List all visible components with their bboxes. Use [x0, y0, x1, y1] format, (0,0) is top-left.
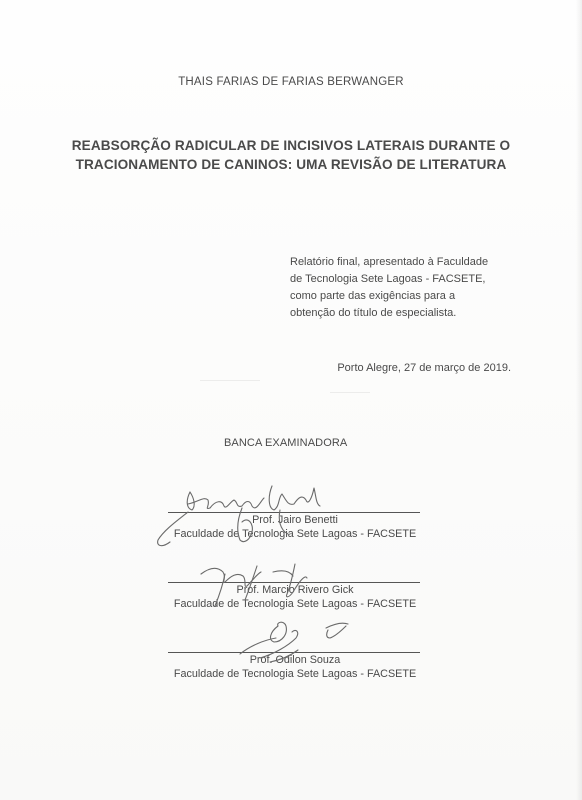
page-edge-shadow: [576, 0, 582, 800]
title-line-2: TRACIONAMENTO DE CANINOS: UMA REVISÃO DE LITERATURA: [75, 157, 507, 172]
member-institution: Faculdade de Tecnologia Sete Lagoas - FACSETE: [173, 668, 417, 680]
author-name: THAIS FARIAS DE FARIAS BERWANGER: [178, 76, 404, 88]
member-institution: Faculdade de Tecnologia Sete Lagoas - FACSETE: [173, 528, 417, 540]
scan-artifact: [330, 392, 370, 393]
member-name: Prof. Marcio Rivero Gick: [236, 584, 354, 596]
board-member-2: [160, 570, 430, 620]
signature-line: [168, 582, 420, 583]
report-line-4: obtenção do título de especialista.: [290, 307, 457, 319]
report-line-2: de Tecnologia Sete Lagoas - FACSETE,: [290, 273, 486, 285]
board-member-1: [160, 500, 430, 550]
member-name: Prof. Odilon Souza: [249, 654, 341, 666]
signature-line: [168, 512, 420, 513]
document-date: Porto Alegre, 27 de março de 2019.: [337, 362, 511, 374]
scan-artifact: [200, 380, 260, 381]
title-line-1: REABSORÇÃO RADICULAR DE INCISIVOS LATERAIS DURANTE O: [71, 138, 511, 153]
board-heading: BANCA EXAMINADORA: [224, 437, 348, 449]
report-line-3: como parte das exigências para a: [290, 290, 456, 302]
member-institution: Faculdade de Tecnologia Sete Lagoas - FACSETE: [173, 598, 417, 610]
member-name: Prof. Jairo Benetti: [252, 514, 338, 526]
signature-line: [168, 652, 420, 653]
report-line-1: Relatório final, apresentado à Faculdade: [290, 256, 489, 268]
document-title: [40, 136, 542, 174]
board-member-3: [160, 640, 430, 690]
report-description: [290, 254, 510, 322]
